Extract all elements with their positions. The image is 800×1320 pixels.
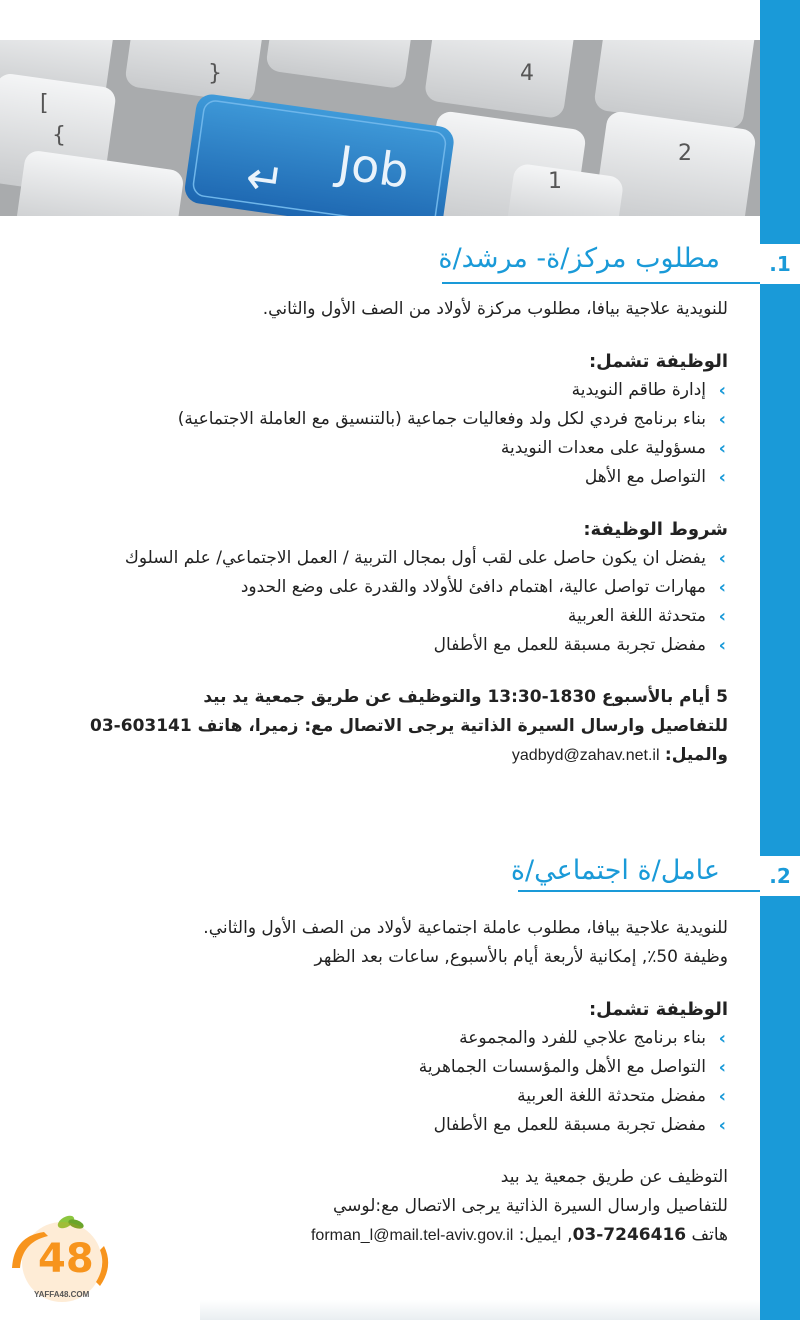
phone-number[interactable]: 03-7246416 — [572, 1225, 687, 1245]
svg-text:4: 4 — [520, 61, 534, 86]
contact-text: للتفاصيل وارسال السيرة الذاتية يرجى الاتصال مع: زميرا، هاتف 603141-03 — [90, 716, 728, 736]
list-item: › بناء برنامج علاجي للفرد والمجموعة — [88, 1024, 728, 1053]
list-item: › التواصل مع الأهل — [88, 463, 728, 492]
intro-text: للنويدية علاجية بيافا، مطلوب عاملة اجتماعية لأولاد من الصف الأول والثاني. — [203, 918, 728, 938]
logo-number: 48 — [38, 1236, 94, 1282]
list-item: › مفضل تجربة مسبقة للعمل مع الأطفال — [88, 631, 728, 660]
section-title-1: مطلوب مركز/ة- مرشد/ة — [438, 243, 720, 274]
list-item: › متحدثة اللغة العربية — [88, 602, 728, 631]
duties-heading: الوظيفة تشمل: — [588, 351, 728, 372]
svg-text:}: } — [208, 61, 222, 86]
list-item: › مفضل تجربة مسبقة للعمل مع الأطفال — [88, 1111, 728, 1140]
duties-list — [88, 376, 728, 492]
phone-label: هاتف — [691, 1225, 728, 1245]
section-body-2 — [88, 914, 728, 1250]
svg-text:1: 1 — [548, 169, 562, 194]
email-link[interactable]: yadbyd@zahav.net.il — [511, 747, 660, 764]
requirements-heading: شروط الوظيفة: — [583, 519, 728, 540]
section-number-2: .2 — [760, 856, 800, 896]
list-item: › مفضل متحدثة اللغة العربية — [88, 1082, 728, 1111]
side-accent-bar — [760, 0, 800, 1320]
svg-text:2: 2 — [678, 141, 692, 166]
chevron-bullet-icon: › — [718, 606, 726, 627]
svg-text:{: { — [52, 123, 66, 148]
chevron-bullet-icon: › — [718, 635, 726, 656]
job-key-label: Job — [334, 135, 413, 199]
list-item: › يفضل ان يكون حاصل على لقب أول بمجال التربية / العمل الاجتماعي/ علم السلوك — [88, 544, 728, 573]
chevron-bullet-icon: › — [718, 438, 726, 459]
email-label: , ايميل: — [518, 1225, 573, 1245]
list-item: › التواصل مع الأهل والمؤسسات الجماهرية — [88, 1053, 728, 1082]
contact-text: للتفاصيل وارسال السيرة الذاتية يرجى الاتصال مع:لوسي — [333, 1196, 728, 1216]
list-item: › إدارة طاقم النويدية — [88, 376, 728, 405]
yaffa48-logo — [4, 1206, 124, 1306]
chevron-bullet-icon: › — [718, 577, 726, 598]
enter-arrow-icon: ↵ — [242, 149, 289, 209]
list-item: › مسؤولية على معدات النويدية — [88, 434, 728, 463]
email-label: والميل: — [664, 745, 728, 765]
section-body-1 — [88, 295, 728, 770]
requirements-list — [88, 544, 728, 660]
title-underline-2 — [518, 890, 760, 892]
chevron-bullet-icon: › — [718, 1086, 726, 1107]
top-white-band — [0, 0, 800, 40]
list-item: › بناء برنامج فردي لكل ولد وفعاليات جماعية (بالتنسيق مع العاملة الاجتماعية) — [88, 405, 728, 434]
logo-site: YAFFA48.COM — [34, 1290, 90, 1299]
duties-list — [88, 1024, 728, 1140]
section-title-2: عامل/ة اجتماعي/ة — [510, 855, 720, 886]
intro-text-2: وظيفة 50٪, إمكانية لأربعة أيام بالأسبوع, ساعات بعد الظهر — [314, 947, 728, 967]
chevron-bullet-icon: › — [718, 1057, 726, 1078]
svg-text:[: [ — [40, 91, 49, 116]
bottom-shadow — [200, 1300, 760, 1320]
chevron-bullet-icon: › — [718, 380, 726, 401]
email-link[interactable]: forman_l@mail.tel-aviv.gov.il — [310, 1227, 514, 1244]
chevron-bullet-icon: › — [718, 1028, 726, 1049]
list-item: › مهارات تواصل عالية، اهتمام دافئ للأولاد والقدرة على وضع الحدود — [88, 573, 728, 602]
chevron-bullet-icon: › — [718, 548, 726, 569]
section-number-1: .1 — [760, 244, 800, 284]
duties-heading: الوظيفة تشمل: — [588, 999, 728, 1020]
title-underline-1 — [442, 282, 760, 284]
schedule-text: 5 أيام بالأسبوع 1830-13:30 والتوظيف عن طريق جمعية يد بيد — [203, 687, 728, 707]
hero-keyboard-image — [0, 40, 760, 216]
intro-text: للنويدية علاجية بيافا، مطلوب مركزة لأولاد من الصف الأول والثاني. — [262, 299, 728, 319]
hiring-text: التوظيف عن طريق جمعية يد بيد — [500, 1167, 728, 1187]
chevron-bullet-icon: › — [718, 1115, 726, 1136]
chevron-bullet-icon: › — [718, 467, 726, 488]
chevron-bullet-icon: › — [718, 409, 726, 430]
